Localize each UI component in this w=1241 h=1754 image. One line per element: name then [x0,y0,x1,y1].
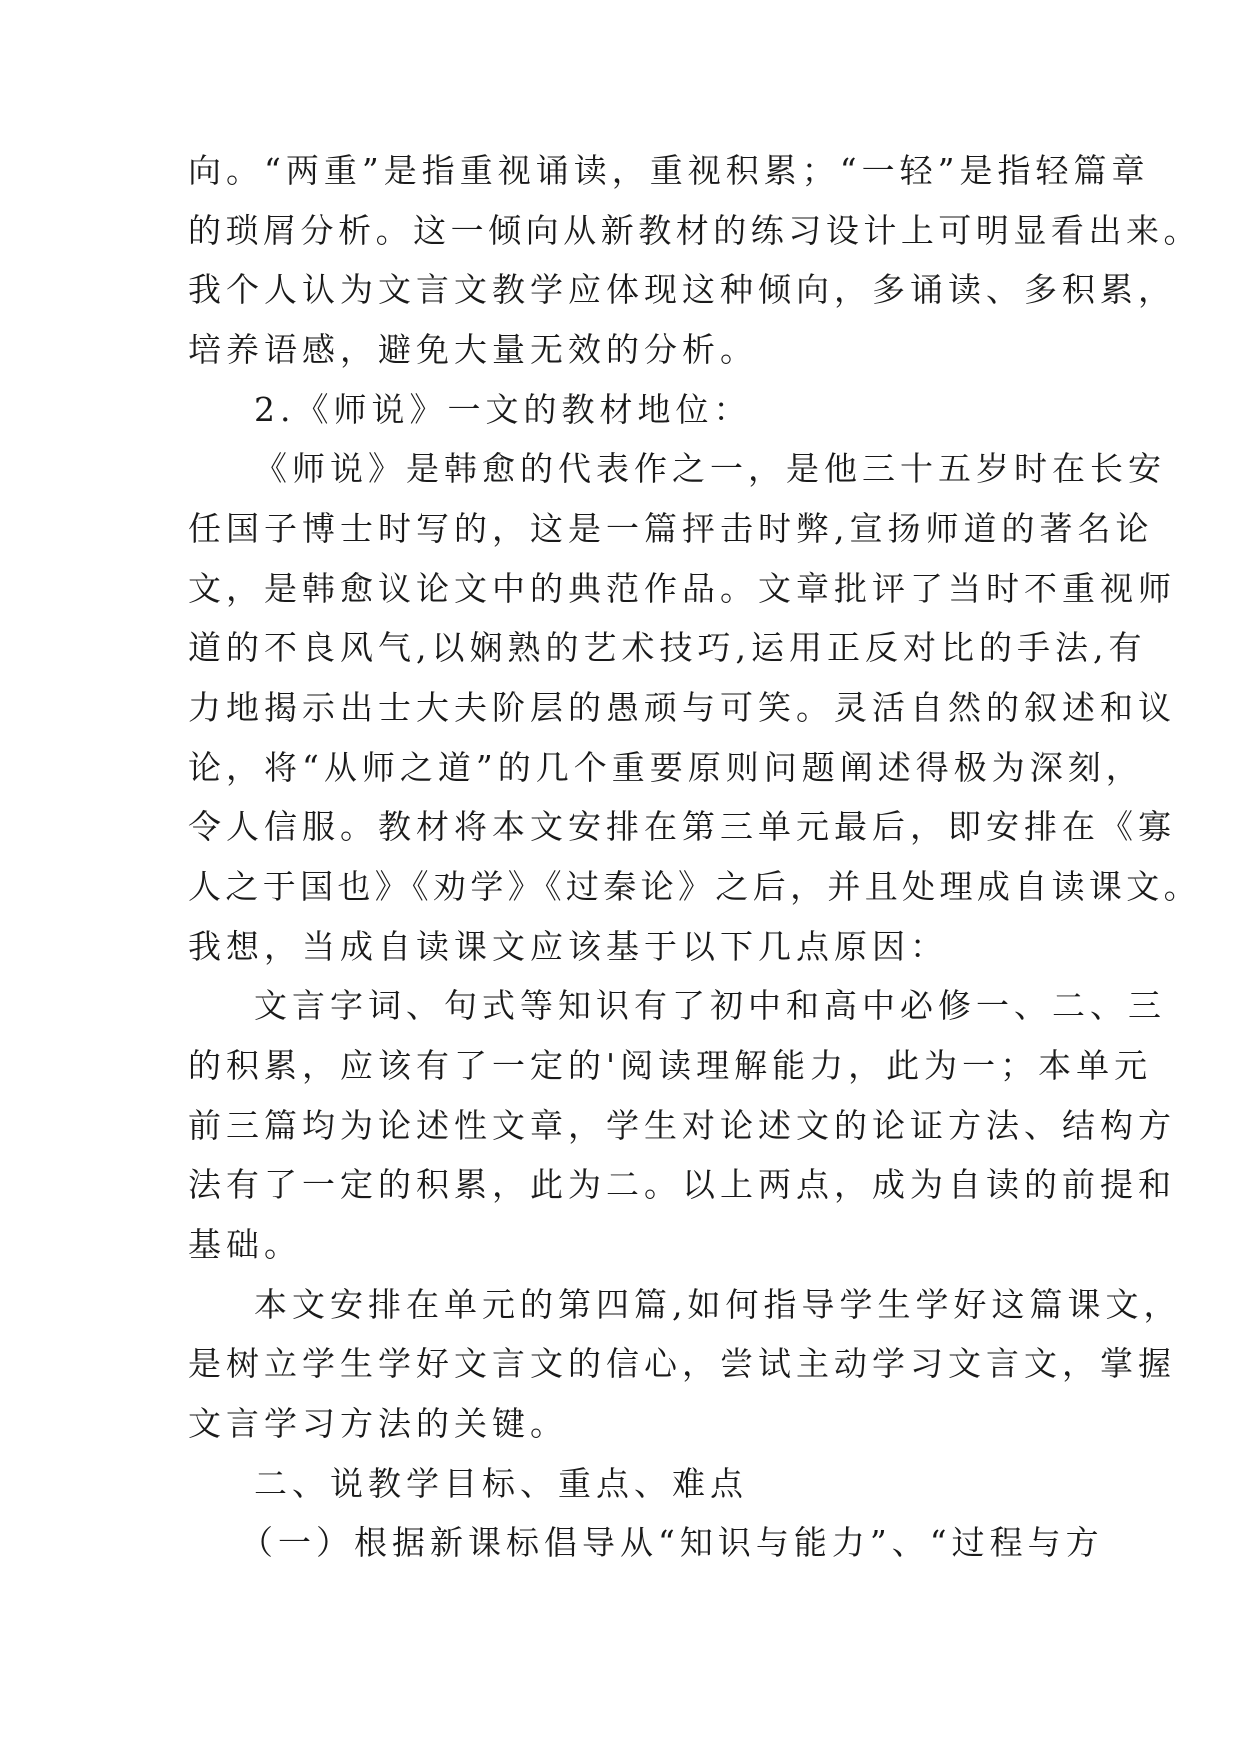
subsection-heading: （一）根据新课标倡导从“知识与能力”、“过程与方 [240,1523,1104,1562]
text-line: 《师说》是韩愈的代表作之一，是他三十五岁时在长安 [254,449,1166,488]
text-line: 基础。 [188,1225,302,1264]
text-line: 法有了一定的积累，此为二。以上两点，成为自读的前提和 [188,1165,1176,1204]
text-line: 的琐屑分析。这一倾向从新教材的练习设计上可明显看出来。 [188,211,1201,250]
text-line: 的积累，应该有了一定的'阅读理解能力，此为一；本单元 [188,1046,1153,1085]
text-line: 道的不良风气,以娴熟的艺术技巧,运用正反对比的手法,有 [188,628,1147,667]
section-heading: 二、说教学目标、重点、难点 [254,1464,748,1503]
text-line: 前三篇均为论述性文章，学生对论述文的论证方法、结构方 [188,1106,1176,1145]
text-line: 论，将“从师之道”的几个重要原则问题阐述得极为深刻， [188,748,1144,787]
text-line: 我个人认为文言文教学应体现这种倾向，多诵读、多积累， [188,270,1176,309]
section-heading: 2.《师说》一文的教材地位： [254,390,752,429]
text-line: 本文安排在单元的第四篇,如何指导学生学好这篇课文， [254,1285,1182,1324]
text-line: 令人信服。教材将本文安排在第三单元最后，即安排在《寡 [188,807,1176,846]
text-line: 任国子博士时写的，这是一篇抨击时弊,宣扬师道的著名论 [188,509,1154,548]
text-line: 我想，当成自读课文应该基于以下几点原因： [188,927,948,966]
text-line: 文，是韩愈议论文中的典范作品。文章批评了当时不重视师 [188,569,1176,608]
text-line: 培养语感，避免大量无效的分析。 [188,330,758,369]
text-line: 文言字词、句式等知识有了初中和高中必修一、二、三 [254,986,1166,1025]
text-line: 力地揭示出士大夫阶层的愚顽与可笑。灵活自然的叙述和议 [188,688,1176,727]
text-line: 人之于国也》《劝学》《过秦论》之后，并且处理成自读课文。 [188,867,1201,906]
text-line: 向。“两重”是指重视诵读，重视积累；“一轻”是指轻篇章 [188,151,1150,190]
text-line: 是树立学生学好文言文的信心，尝试主动学习文言文，掌握 [188,1344,1176,1383]
text-line: 文言学习方法的关键。 [188,1404,568,1443]
